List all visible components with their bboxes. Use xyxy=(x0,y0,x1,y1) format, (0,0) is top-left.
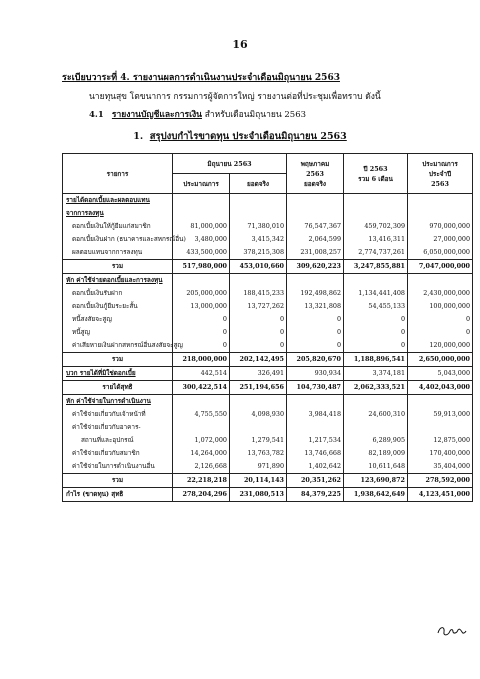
row-value: 3,374,181 xyxy=(344,367,408,381)
header-ytd-year: ปี 2563 xyxy=(363,164,388,173)
row-label: บวก รายได้ที่มิใช่ดอกเบี้ย xyxy=(63,367,173,381)
row-value: 231,080,513 xyxy=(230,488,287,502)
row-value: 1,938,642,649 xyxy=(344,488,408,502)
table-row xyxy=(63,260,473,274)
row-value xyxy=(230,274,287,288)
page-number: 16 xyxy=(232,38,248,51)
table-row xyxy=(63,194,473,208)
table-row xyxy=(63,408,473,421)
row-label: หนี้สูญ xyxy=(63,326,173,339)
header-annual-l3: 2563 xyxy=(431,179,449,188)
row-value: 0 xyxy=(173,313,230,326)
row-value: 2,062,333,521 xyxy=(344,381,408,395)
row-value: 1,402,642 xyxy=(287,460,344,474)
row-value xyxy=(230,421,287,434)
row-value: 59,913,000 xyxy=(408,408,473,421)
row-value xyxy=(287,207,344,220)
row-label: สถานที่และอุปกรณ์ xyxy=(63,434,173,447)
header-ytd xyxy=(344,154,408,194)
row-value: 6,289,905 xyxy=(344,434,408,447)
row-label: ค่าใช้จ่ายเกี่ยวกับสมาชิก xyxy=(63,447,173,460)
row-value xyxy=(408,194,473,208)
row-label: รวม xyxy=(63,260,173,274)
header-ytd-sub: รวม 6 เดือน xyxy=(358,174,393,183)
row-value: 12,875,000 xyxy=(408,434,473,447)
row-label: หัก ค่าใช้จ่ายดอกเบี้ยและการลงทุน xyxy=(63,274,173,288)
row-value: 2,650,000,000 xyxy=(408,353,473,367)
row-value: 20,351,262 xyxy=(287,474,344,488)
row-label: รวม xyxy=(63,474,173,488)
table-row xyxy=(63,367,473,381)
header-may-year: 2563 xyxy=(306,169,324,178)
row-value: 0 xyxy=(287,313,344,326)
row-label: กำไร (ขาดทุน) สุทธิ xyxy=(63,488,173,502)
section-number: 4.1 xyxy=(89,110,104,120)
table-title xyxy=(0,129,480,144)
section-heading: รายงานบัญชีและการเงิน xyxy=(111,110,202,120)
header-june: มิถุนายน 2563 xyxy=(173,154,287,174)
row-value: 278,592,000 xyxy=(408,474,473,488)
row-value: 2,126,668 xyxy=(173,460,230,474)
row-value: 27,000,000 xyxy=(408,233,473,246)
table-row xyxy=(63,488,473,502)
row-value: 20,114,143 xyxy=(230,474,287,488)
table-row xyxy=(63,460,473,474)
row-value: 170,400,000 xyxy=(408,447,473,460)
row-value: 453,010,660 xyxy=(230,260,287,274)
row-value: 2,774,737,261 xyxy=(344,246,408,260)
row-value: 54,455,133 xyxy=(344,300,408,313)
row-value: 0 xyxy=(287,339,344,353)
row-value: 0 xyxy=(230,313,287,326)
row-value: 278,204,296 xyxy=(173,488,230,502)
row-value: 309,620,223 xyxy=(287,260,344,274)
row-value xyxy=(230,207,287,220)
row-value: 13,000,000 xyxy=(173,300,230,313)
header-may-month: พฤษภาคม xyxy=(300,159,330,168)
row-value: 3,247,855,881 xyxy=(344,260,408,274)
table-row xyxy=(63,421,473,434)
row-value xyxy=(344,395,408,409)
row-value: 2,064,599 xyxy=(287,233,344,246)
row-value xyxy=(344,194,408,208)
table-row xyxy=(63,246,473,260)
table-row xyxy=(63,313,473,326)
row-value xyxy=(344,207,408,220)
row-value: 71,380,010 xyxy=(230,220,287,233)
row-value: 433,500,000 xyxy=(173,246,230,260)
row-value: 0 xyxy=(230,326,287,339)
row-value xyxy=(173,274,230,288)
row-label: รายได้สุทธิ xyxy=(63,381,173,395)
header-item: รายการ xyxy=(63,154,173,194)
table-row xyxy=(63,353,473,367)
row-value: 0 xyxy=(173,339,230,353)
row-value: 76,547,367 xyxy=(287,220,344,233)
row-label: หนี้สงสัยจะสูญ xyxy=(63,313,173,326)
header-may xyxy=(287,154,344,194)
row-value: 13,746,668 xyxy=(287,447,344,460)
row-value: 104,730,487 xyxy=(287,381,344,395)
income-statement-table xyxy=(62,153,473,502)
table-row xyxy=(63,287,473,300)
row-value: 13,763,782 xyxy=(230,447,287,460)
row-value: 82,189,009 xyxy=(344,447,408,460)
row-value: 0 xyxy=(344,313,408,326)
table-row xyxy=(63,339,473,353)
row-label: ดอกเบี้ยเงินกู้ยืมระยะสั้น xyxy=(63,300,173,313)
row-value: 300,422,514 xyxy=(173,381,230,395)
row-value: 2,430,000,000 xyxy=(408,287,473,300)
row-value: 7,047,000,000 xyxy=(408,260,473,274)
row-value xyxy=(173,194,230,208)
row-value: 0 xyxy=(344,339,408,353)
header-annual-l2: ประจำปี xyxy=(428,169,452,178)
row-value xyxy=(173,421,230,434)
row-value: 4,098,930 xyxy=(230,408,287,421)
table-row xyxy=(63,381,473,395)
row-value xyxy=(344,421,408,434)
row-value: 13,321,808 xyxy=(287,300,344,313)
row-value: 971,890 xyxy=(230,460,287,474)
row-value: 1,072,000 xyxy=(173,434,230,447)
row-value: 251,194,656 xyxy=(230,381,287,395)
row-label: ผลตอบแทนจากการลงทุน xyxy=(63,246,173,260)
row-value: 81,000,000 xyxy=(173,220,230,233)
row-value: 205,820,670 xyxy=(287,353,344,367)
row-value xyxy=(173,207,230,220)
row-value: 0 xyxy=(408,326,473,339)
row-value xyxy=(173,395,230,409)
table-title-number: 1. xyxy=(133,131,144,142)
row-value xyxy=(287,395,344,409)
table-row xyxy=(63,395,473,409)
row-value: 517,980,000 xyxy=(173,260,230,274)
row-value: 4,755,550 xyxy=(173,408,230,421)
row-value xyxy=(408,274,473,288)
table-row xyxy=(63,274,473,288)
row-value: 22,218,218 xyxy=(173,474,230,488)
header-may-actual: ยอดจริง xyxy=(304,179,327,188)
header-annual-l1: ประมาณการ xyxy=(422,159,458,168)
row-label: ค่าใช้จ่ายในการดำเนินงานอื่น xyxy=(63,460,173,474)
row-value: 205,000,000 xyxy=(173,287,230,300)
row-value: 100,000,000 xyxy=(408,300,473,313)
row-value: 1,279,541 xyxy=(230,434,287,447)
row-value: 459,702,309 xyxy=(344,220,408,233)
agenda-title: ระเบียบวาระที่ 4. รายงานผลการดำเนินงานประจำเดือนมิถุนายน 2563 xyxy=(62,73,340,83)
row-value: 5,043,000 xyxy=(408,367,473,381)
row-label: รายได้ดอกเบี้ยและผลตอบแทน xyxy=(63,194,173,208)
row-value: 202,142,495 xyxy=(230,353,287,367)
row-value: 231,008,257 xyxy=(287,246,344,260)
table-row xyxy=(63,207,473,220)
table-row xyxy=(63,447,473,460)
row-value: 4,123,451,000 xyxy=(408,488,473,502)
header-budget: ประมาณการ xyxy=(173,174,230,194)
row-label: รวม xyxy=(63,353,173,367)
signature-mark xyxy=(436,624,468,638)
row-value xyxy=(408,207,473,220)
row-value: 0 xyxy=(408,313,473,326)
row-value: 930,934 xyxy=(287,367,344,381)
row-value: 4,402,043,000 xyxy=(408,381,473,395)
table-row xyxy=(63,474,473,488)
row-value: 123,690,872 xyxy=(344,474,408,488)
table-row xyxy=(63,233,473,246)
row-label: ดอกเบี้ยเงินรับฝาก xyxy=(63,287,173,300)
table-row xyxy=(63,220,473,233)
row-label: ดอกเบี้ยเงินให้กู้ยืมแก่สมาชิก xyxy=(63,220,173,233)
row-value: 0 xyxy=(173,326,230,339)
row-value: 84,379,225 xyxy=(287,488,344,502)
header-actual: ยอดจริง xyxy=(230,174,287,194)
row-label: ค่าเสียหายเงินฝากสหกรณ์อื่นสงสัยจะสูญ xyxy=(63,339,173,353)
row-value: 1,217,534 xyxy=(287,434,344,447)
row-value: 3,415,342 xyxy=(230,233,287,246)
row-label: ดอกเบี้ยเงินฝาก (ธนาคารและสหกรณ์อื่น) xyxy=(63,233,173,246)
row-value: 35,404,000 xyxy=(408,460,473,474)
row-label: จากการลงทุน xyxy=(63,207,173,220)
header-annual xyxy=(408,154,473,194)
row-value: 24,600,310 xyxy=(344,408,408,421)
row-value: 13,416,311 xyxy=(344,233,408,246)
row-value: 1,188,896,541 xyxy=(344,353,408,367)
row-value: 3,984,418 xyxy=(287,408,344,421)
row-value xyxy=(408,395,473,409)
row-value: 1,134,441,408 xyxy=(344,287,408,300)
row-value xyxy=(287,274,344,288)
row-value xyxy=(287,194,344,208)
table-row xyxy=(63,326,473,339)
row-value: 0 xyxy=(230,339,287,353)
row-value: 970,000,000 xyxy=(408,220,473,233)
row-value: 326,491 xyxy=(230,367,287,381)
table-row xyxy=(63,434,473,447)
row-value: 120,000,000 xyxy=(408,339,473,353)
section-heading-rest: สำหรับเดือนมิถุนายน 2563 xyxy=(204,110,307,120)
row-value: 6,050,000,000 xyxy=(408,246,473,260)
row-value: 3,480,000 xyxy=(173,233,230,246)
row-label: ค่าใช้จ่ายเกี่ยวกับเจ้าหน้าที่ xyxy=(63,408,173,421)
row-value: 218,000,000 xyxy=(173,353,230,367)
section-4-1 xyxy=(89,107,306,121)
row-value: 14,264,000 xyxy=(173,447,230,460)
row-label: หัก ค่าใช้จ่ายในการดำเนินงาน xyxy=(63,395,173,409)
row-value: 13,727,262 xyxy=(230,300,287,313)
table-title-text: สรุปงบกำไรขาดทุน ประจำเดือนมิถุนายน 2563 xyxy=(149,131,347,142)
row-value: 192,498,862 xyxy=(287,287,344,300)
row-value: 10,611,648 xyxy=(344,460,408,474)
intro-text: นายทุนสุข โตขนาการ กรรมการผู้จัดการใหญ่ รายงานต่อที่ประชุมเพื่อทราบ ดังนี้ xyxy=(89,92,381,102)
table-row xyxy=(63,300,473,313)
row-value xyxy=(408,421,473,434)
row-value: 188,415,233 xyxy=(230,287,287,300)
row-value xyxy=(344,274,408,288)
row-value xyxy=(230,395,287,409)
row-value: 378,215,308 xyxy=(230,246,287,260)
table-body xyxy=(63,194,473,502)
row-value: 0 xyxy=(287,326,344,339)
row-label: ค่าใช้จ่ายเกี่ยวกับอาคาร- xyxy=(63,421,173,434)
row-value xyxy=(287,421,344,434)
row-value xyxy=(230,194,287,208)
row-value: 0 xyxy=(344,326,408,339)
signature xyxy=(436,624,468,641)
row-value: 442,514 xyxy=(173,367,230,381)
